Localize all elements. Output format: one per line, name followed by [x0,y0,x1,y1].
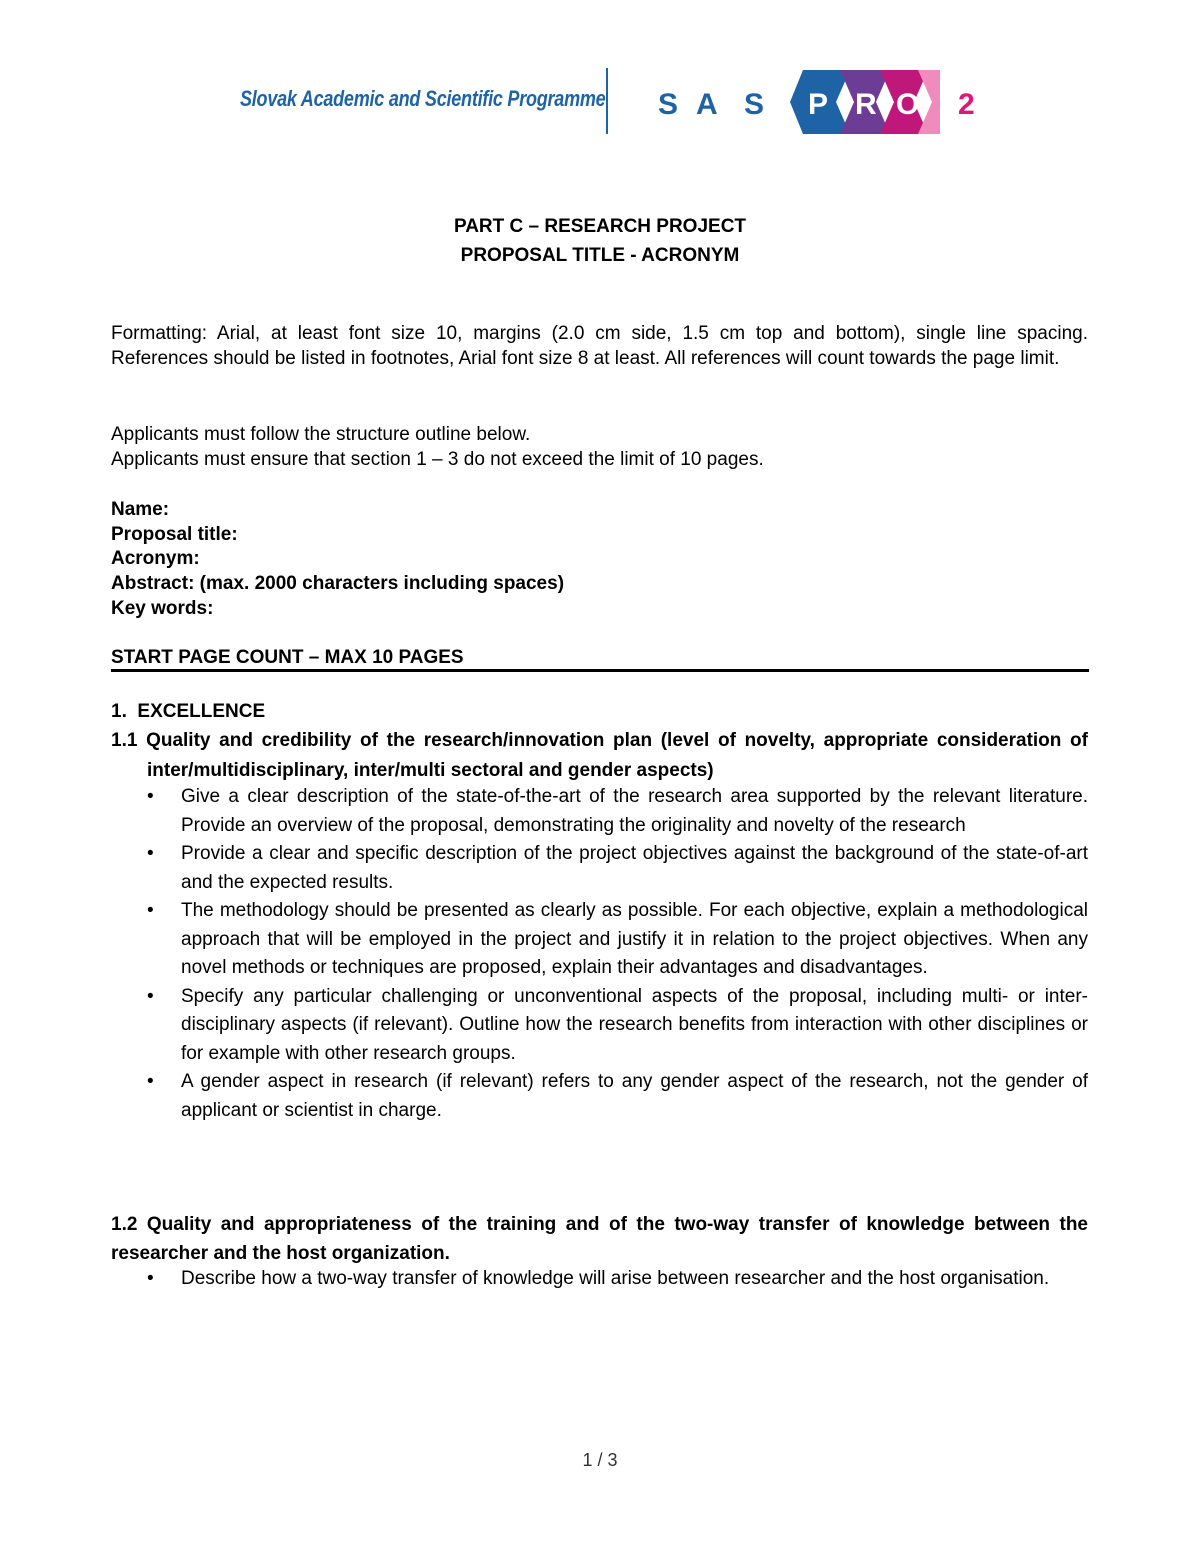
bullet-list-1-1 [111,783,1088,1125]
heading-rule [111,669,1089,672]
field-name: Name: [111,499,170,520]
logo-letter-r: R [855,88,877,121]
bullet-icon: • [147,1268,154,1289]
page-title-line2: PROPOSAL TITLE - ACRONYM [460,245,740,266]
page-title-line1: PART C – RESEARCH PROJECT [453,216,747,237]
subsection-1-2-heading: 1.2 Quality and appropriateness of the training and of the two-way transfer of knowledge between the researcher and the host organization. [111,1214,1088,1264]
field-proposal-title: Proposal title: [111,524,238,545]
list-item: • Provide a clear and specific description of the project objectives against the background of the state-of-art and the expected results. [111,840,1088,897]
list-item: • A gender aspect in research (if relevant) refers to any gender aspect of the research, not the gender of applicant or scientist in charge. [111,1068,1088,1125]
field-abstract: Abstract: (max. 2000 characters including spaces) [111,573,565,594]
bullet-list-1-2 [111,1265,1088,1294]
bullet-icon: • [147,1071,154,1092]
bullet-icon: • [147,843,154,864]
instruction-page-limit: Applicants must ensure that section 1 – 3 do not exceed the limit of 10 pages. [111,449,764,470]
field-acronym: Acronym: [111,548,200,569]
logo-letter-s2: S [744,88,765,121]
list-item: • Give a clear description of the state-of-the-art of the research area supported by the relevant literature. Provide an overview of the proposal, demonstrating the originality and novelty of the research [111,783,1088,840]
formatting-note: Formatting: Arial, at least font size 10, margins (2.0 cm side, 1.5 cm top and bottom), single line spacing. References should be listed in footnotes, Arial font size 8 at least. All references will count towards the page limit. [111,323,1088,369]
bullet-icon: • [147,900,154,921]
programme-name: Slovak Academic and Scientific Programme [240,86,606,111]
page-count-heading: START PAGE COUNT – MAX 10 PAGES [111,647,464,668]
logo-separator [606,68,608,134]
instruction-structure: Applicants must follow the structure outline below. [111,424,531,445]
list-item: • Describe how a two-way transfer of knowledge will arise between researcher and the host organisation. [111,1265,1088,1294]
list-item: • Specify any particular challenging or unconventional aspects of the proposal, including multi- or inter-disciplinary aspects (if relevant). Outline how the research benefits from interaction with other disciplines or for example with other research groups. [111,983,1088,1069]
logo-letter-2: 2 [958,88,975,121]
logo-letter-p: P [808,88,829,121]
logo-letter-a: A [696,88,718,121]
logo-letter-s1: S [658,88,679,121]
field-key-words: Key words: [111,598,214,619]
bullet-icon: • [147,786,154,807]
list-item: • The methodology should be presented as clearly as possible. For each objective, explain a methodological approach that will be employed in the project and justify it in relation to the project objectives. When any novel methods or techniques are proposed, explain their advantages and disadvantages. [111,897,1088,983]
section-1-heading: 1. EXCELLENCE [111,701,266,722]
subsection-1-1-heading: 1.1 Quality and credibility of the research/innovation plan (level of novelty, appropriate consideration of inter/multidisciplinary, inter/multi sectoral and gender aspects) [111,730,1088,781]
saspro2-logo [640,68,985,136]
logo-letter-o: O [896,88,920,121]
bullet-icon: • [147,985,154,1007]
page-indicator: 1 / 3 [582,1450,618,1470]
